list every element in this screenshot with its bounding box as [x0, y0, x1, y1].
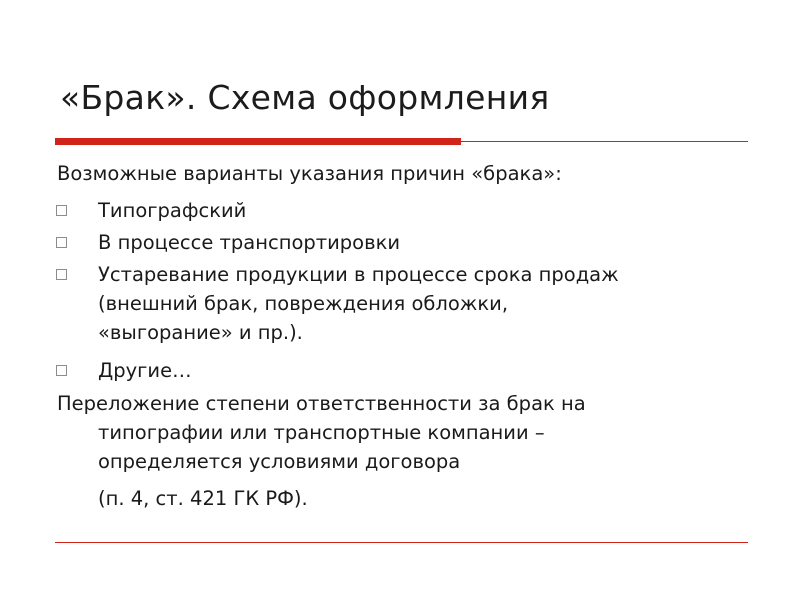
hollow-square-icon	[56, 269, 67, 280]
hollow-square-icon	[56, 205, 67, 216]
bullet-item-3-line-2: (внешний брак, повреждения обложки,	[98, 292, 509, 315]
hollow-square-icon	[56, 237, 67, 248]
bullet-item-3-line-3: «выгорание» и пр.).	[98, 321, 303, 344]
footer-divider	[55, 542, 748, 543]
bullet-item-2: В процессе транспортировки	[98, 231, 401, 254]
slide-title: «Брак». Схема оформления	[60, 78, 550, 117]
intro-text: Возможные варианты указания причин «брака»:	[57, 162, 562, 185]
title-underline-thin	[461, 141, 748, 142]
bullet-item-1: Типографский	[98, 199, 247, 222]
hollow-square-icon	[56, 365, 67, 376]
bullet-item-3-line-1: Устаревание продукции в процессе срока продаж	[98, 263, 619, 286]
closing-line-1: Переложение степени ответственности за брак на	[57, 392, 586, 415]
title-underline-thick	[55, 138, 461, 145]
closing-line-3: определяется условиями договора	[98, 450, 461, 473]
closing-line-4: (п. 4, ст. 421 ГК РФ).	[98, 487, 308, 510]
closing-line-2: типографии или транспортные компании –	[98, 421, 545, 444]
bullet-item-4: Другие…	[98, 359, 192, 382]
